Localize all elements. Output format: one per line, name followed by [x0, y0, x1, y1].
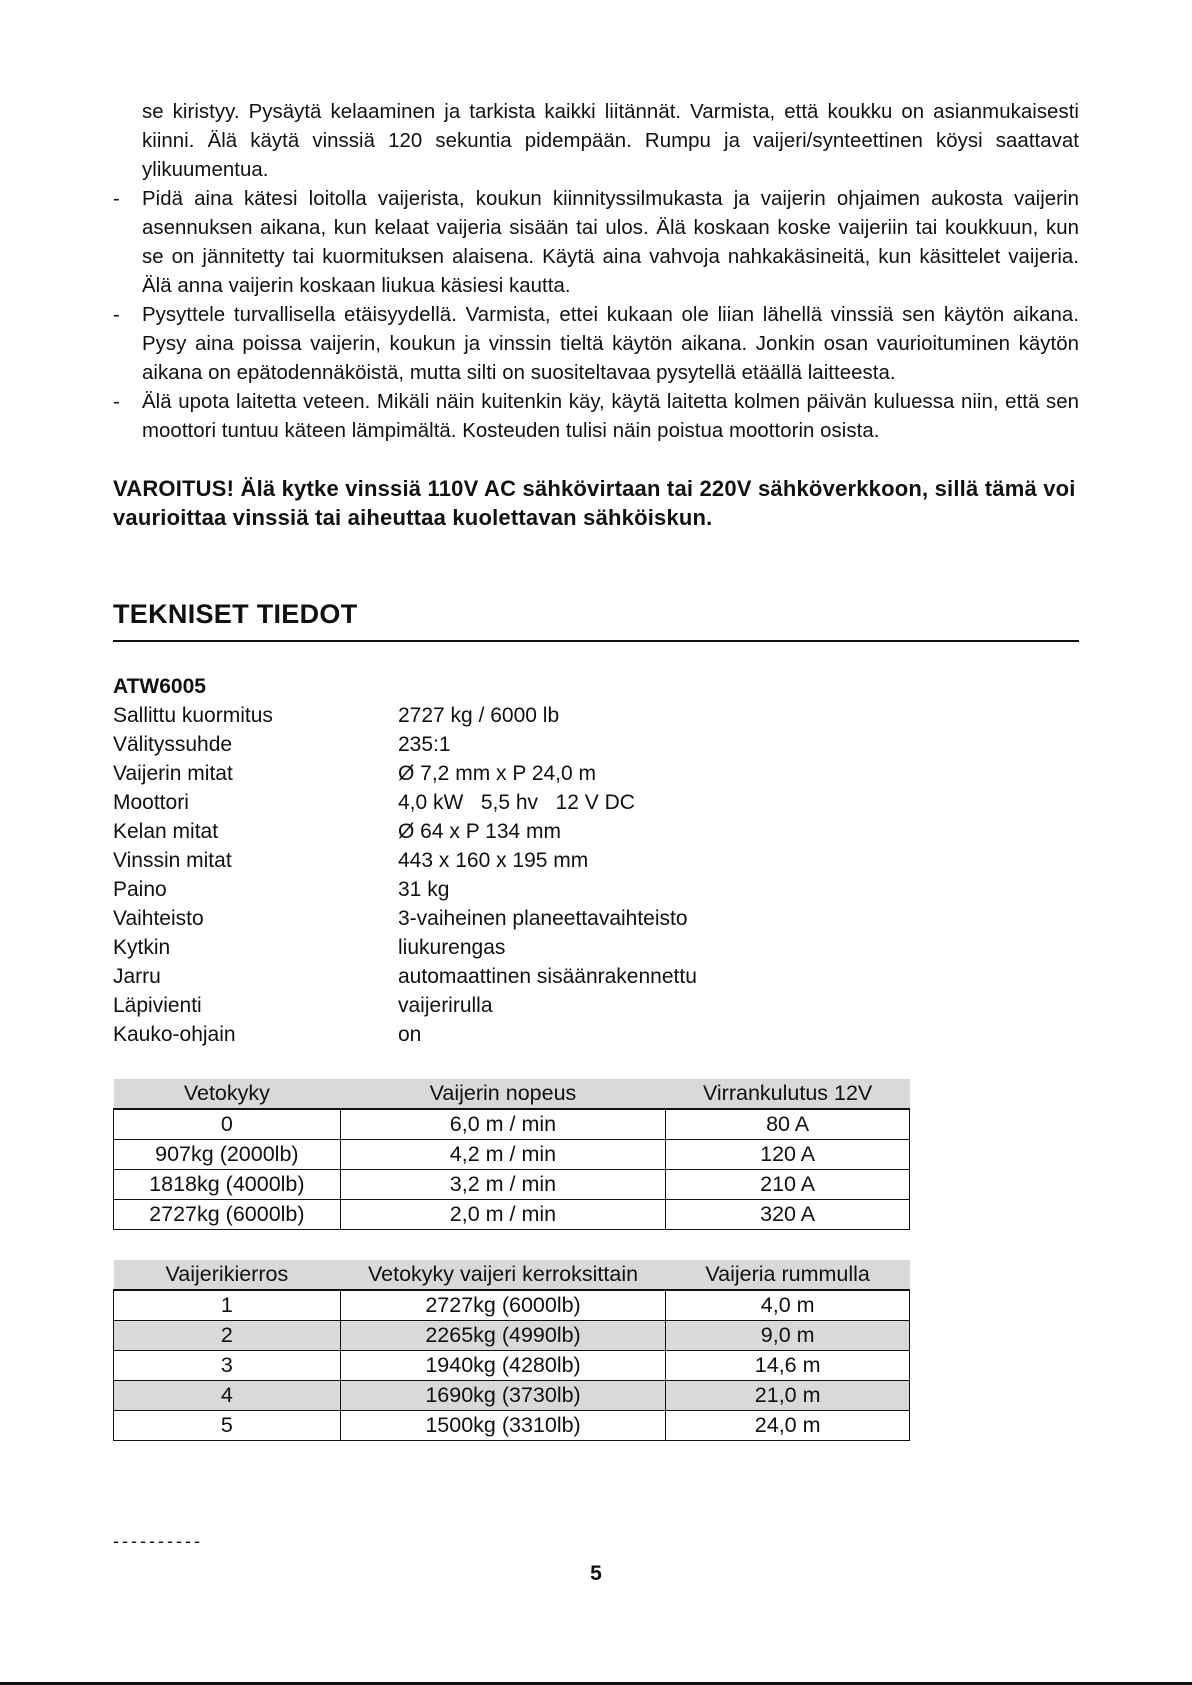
- table-cell: 1940kg (4280lb): [340, 1351, 666, 1381]
- spec-label: Moottori: [113, 791, 189, 814]
- table-cell: 4,0 m: [666, 1290, 910, 1321]
- spec-label: Läpivienti: [113, 994, 202, 1017]
- table-row: [114, 1290, 910, 1321]
- performance-table: [113, 1079, 910, 1230]
- section-title: TEKNISET TIEDOT: [113, 596, 1079, 642]
- spec-row: [113, 962, 1079, 991]
- table-cell: 6,0 m / min: [340, 1109, 666, 1140]
- spec-row: [113, 846, 1079, 875]
- page-number: 5: [590, 1562, 602, 1585]
- column-header: Vaijerin nopeus: [340, 1079, 666, 1109]
- spec-row: [113, 759, 1079, 788]
- spec-label: Kauko-ohjain: [113, 1023, 236, 1046]
- table-cell: 1: [114, 1290, 341, 1321]
- bullet-item: [113, 185, 1079, 301]
- table-cell: 21,0 m: [666, 1381, 910, 1411]
- footnote-separator: ----------: [113, 1531, 203, 1551]
- model-name: ATW6005: [113, 675, 206, 698]
- spec-value: 235:1: [398, 733, 451, 756]
- bullet-dash: -: [113, 391, 120, 413]
- spec-value: Ø 7,2 mm x P 24,0 m: [398, 762, 597, 785]
- table-cell: 4,2 m / min: [340, 1140, 666, 1170]
- spec-label: Vinssin mitat: [113, 849, 232, 872]
- table-cell: 0: [114, 1109, 341, 1140]
- table-row: [114, 1170, 910, 1200]
- bullet-text: se kiristyy. Pysäytä kelaaminen ja tarkista kaikki liitännät. Varmista, että koukku on asianmukaisesti kiinni. Älä käytä vinssiä 120 sekuntia pidempään. Rumpu ja vaijeri/synteettinen köysi saattavat ylikuumentua.: [142, 101, 1079, 181]
- spec-row: [113, 875, 1079, 904]
- bullet-text: Älä upota laitetta veteen. Mikäli näin kuitenkin käy, käytä laitetta kolmen päivän kuluessa niin, että sen moottori tuntuu käteen lämpimältä. Kosteuden tulisi näin poistua moottorin osista.: [142, 391, 1079, 442]
- table-cell: 3,2 m / min: [340, 1170, 666, 1200]
- spec-row: [113, 904, 1079, 933]
- spec-row: [113, 933, 1079, 962]
- table-cell: 2727kg (6000lb): [340, 1290, 666, 1321]
- table-row: [114, 1321, 910, 1351]
- spec-row: [113, 1020, 1079, 1049]
- safety-bullet-list: [113, 98, 1079, 446]
- table-row: [114, 1109, 910, 1140]
- table-cell: 2,0 m / min: [340, 1200, 666, 1230]
- spec-value: Ø 64 x P 134 mm: [398, 820, 562, 843]
- table-cell: 2265kg (4990lb): [340, 1321, 666, 1351]
- spec-label: Kelan mitat: [113, 820, 219, 843]
- table-cell: 9,0 m: [666, 1321, 910, 1351]
- table-cell: 2: [114, 1321, 341, 1351]
- table-row: [114, 1411, 910, 1441]
- spec-value: 443 x 160 x 195 mm: [398, 849, 589, 872]
- table-cell: 320 A: [666, 1200, 910, 1230]
- column-header: Vaijerikierros: [114, 1260, 341, 1290]
- table-cell: 907kg (2000lb): [114, 1140, 341, 1170]
- table-cell: 1690kg (3730lb): [340, 1381, 666, 1411]
- spec-value: automaattinen sisäänrakennettu: [398, 965, 697, 988]
- spec-label: Kytkin: [113, 936, 171, 959]
- table-cell: 5: [114, 1411, 341, 1441]
- table-cell: 24,0 m: [666, 1411, 910, 1441]
- table-cell: 1818kg (4000lb): [114, 1170, 341, 1200]
- column-header: Virrankulutus 12V: [666, 1079, 910, 1109]
- warning-text: VAROITUS! Älä kytke vinssiä 110V AC sähkövirtaan tai 220V sähköverkkoon, sillä tämä voi vaurioittaa vinssiä tai aiheuttaa kuolettavan sähköiskun.: [113, 476, 1076, 530]
- table-cell: 120 A: [666, 1140, 910, 1170]
- column-header: Vetokyky vaijeri kerroksittain: [340, 1260, 666, 1290]
- spec-value: 2727 kg / 6000 lb: [398, 704, 560, 727]
- spec-label: Jarru: [113, 965, 161, 988]
- table-cell: 210 A: [666, 1170, 910, 1200]
- spec-label: Sallittu kuormitus: [113, 704, 273, 727]
- table-header-row: [114, 1260, 910, 1290]
- spec-value: 4,0 kW 5,5 hv 12 V DC: [398, 791, 635, 814]
- table-row: [114, 1200, 910, 1230]
- bullet-item: [113, 98, 1079, 185]
- spec-label: Välityssuhde: [113, 733, 233, 756]
- bullet-item: [113, 301, 1079, 388]
- table-cell: 3: [114, 1351, 341, 1381]
- document-page: [113, 98, 1079, 1441]
- table-cell: 4: [114, 1381, 341, 1411]
- table-cell: 2727kg (6000lb): [114, 1200, 341, 1230]
- spec-value: 3-vaiheinen planeettavaihteisto: [398, 907, 688, 930]
- spec-row: [113, 991, 1079, 1020]
- column-header: Vetokyky: [114, 1079, 341, 1109]
- spec-label: Paino: [113, 878, 167, 901]
- spec-label: Vaihteisto: [113, 907, 204, 930]
- table-cell: 80 A: [666, 1109, 910, 1140]
- spec-value: vaijerirulla: [398, 994, 493, 1017]
- cable-layer-table: [113, 1260, 910, 1441]
- bullet-dash: -: [113, 304, 120, 326]
- bullet-dash: -: [113, 188, 120, 210]
- spec-label: Vaijerin mitat: [113, 762, 233, 785]
- table-cell: 14,6 m: [666, 1351, 910, 1381]
- table-row: [114, 1351, 910, 1381]
- spec-row: [113, 730, 1079, 759]
- table-row: [114, 1140, 910, 1170]
- column-header: Vaijeria rummulla: [666, 1260, 910, 1290]
- spec-value: on: [398, 1023, 422, 1046]
- spec-row: [113, 701, 1079, 730]
- bullet-text: Pidä aina kätesi loitolla vaijerista, koukun kiinnityssilmukasta ja vaijerin ohjaimen aukosta vaijerin asennuksen aikana, kun kelaat vaijeria sisään tai ulos. Älä koskaan koske vaijeriin tai koukkuun, kun se on jännitetty tai kuormituksen alaisena. Käytä aina vahvoja nahkakäsineitä, kun käsittelet vaijeria. Älä anna vaijerin koskaan liukua käsiesi kautta.: [142, 188, 1079, 297]
- spec-row: [113, 817, 1079, 846]
- table-row: [114, 1381, 910, 1411]
- spec-value: liukurengas: [398, 936, 506, 959]
- bullet-text: Pysyttele turvallisella etäisyydellä. Varmista, ettei kukaan ole liian lähellä vinssiä sen käytön aikana. Pysy aina poissa vaijerin, koukun ja vinssin tieltä käytön aikana. Jonkin osan vaurioituminen käytön aikana on epätodennäköistä, mutta silti on suositeltavaa pysytellä etäällä laitteesta.: [142, 304, 1079, 384]
- spec-row: [113, 788, 1079, 817]
- bullet-item: [113, 388, 1079, 446]
- spec-value: 31 kg: [398, 878, 450, 901]
- spec-list: [113, 701, 1079, 1049]
- table-header-row: [114, 1079, 910, 1109]
- table-cell: 1500kg (3310lb): [340, 1411, 666, 1441]
